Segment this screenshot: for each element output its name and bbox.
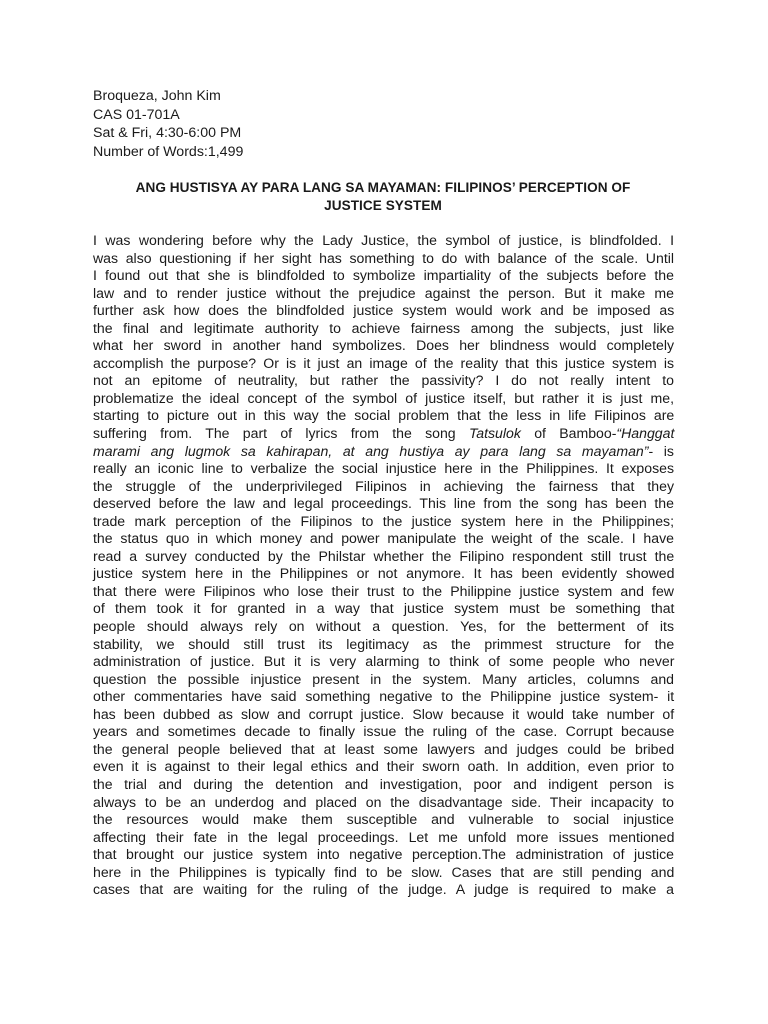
- body-line: stability, we should still trust its legitimacy as the primmest structure for the: [93, 635, 675, 652]
- body-line: the status quo in which money and power manipulate the weight of the scale. I have: [93, 530, 674, 547]
- body-line: people should always rely on without a question. Yes, for the betterment of its: [93, 618, 674, 635]
- body-line: [93, 425, 674, 443]
- song-title: Tatsulok: [468, 425, 521, 442]
- body-line: was also questioning if her sight has something to do with balance of the scale. Until: [93, 249, 674, 266]
- essay-body: [93, 232, 674, 899]
- body-line: that there were Filipinos who lose their trust to the Philippine justice system and few: [93, 582, 674, 599]
- lyric-quote: marami ang lugmok sa kahirapan, at ang hustiya ay para lang sa mayaman”: [93, 442, 649, 459]
- body-line: further ask how does the blindfolded justice system would work and be imposed as: [93, 302, 675, 319]
- body-line: the trial and during the detention and investigation, poor and indigent person is: [93, 775, 674, 792]
- essay-title: [88, 179, 678, 216]
- body-line: [93, 443, 674, 461]
- body-line: not an epitome of neutrality, but rather the passivity? I do not really intent to: [93, 372, 675, 389]
- class-schedule: Sat & Fri, 4:30-6:00 PM: [93, 125, 242, 142]
- essay-title-line-2: JUSTICE SYSTEM: [324, 198, 442, 214]
- body-line: administration of justice. But it is very alarming to think of some people who never: [93, 653, 675, 670]
- essay-title-line-1: ANG HUSTISYA AY PARA LANG SA MAYAMAN: FILIPINOS’ PERCEPTION OF: [135, 180, 631, 195]
- body-line: I was wondering before why the Lady Justice, the symbol of justice, is blindfolded. I: [93, 232, 674, 248]
- body-line: has been dubbed as slow and corrupt justice. Slow because it would take number of: [93, 705, 675, 722]
- body-line: read a survey conducted by the Philstar whether the Filipino respondent still trust the: [93, 547, 675, 564]
- body-text-run: - is: [648, 442, 674, 459]
- body-line: trade mark perception of the Filipinos to the justice system here in the Philippines;: [93, 512, 674, 529]
- body-line: that brought our justice system into negative perception.The administration of justice: [93, 846, 674, 863]
- body-line: really an iconic line to verbalize the social injustice here in the Philippines. It exposes: [93, 460, 675, 477]
- body-line: the general people believed that at least some lawyers and judges could be bribed: [93, 740, 675, 757]
- body-line: question the possible injustice present in the system. Many articles, columns and: [93, 670, 674, 687]
- body-line: problematize the ideal concept of the symbol of justice itself, but rather it is just me,: [93, 389, 674, 406]
- body-line: here in the Philippines is typically find to be slow. Cases that are still pending and: [93, 863, 675, 880]
- body-line: what her sword in another hand symbolizes. Does her blindness would completely: [93, 337, 674, 354]
- lyric-quote-start: “Hanggat: [616, 425, 675, 442]
- body-line: other commentaries have said something negative to the Philippine justice system- it: [93, 688, 675, 705]
- body-line: affecting their fate in the legal proceedings. Let me unfold more issues mentioned: [93, 828, 675, 845]
- course-code: CAS 01-701A: [93, 106, 180, 123]
- body-line: the resources would make them susceptible and vulnerable to social injustice: [93, 811, 675, 828]
- body-text-run: suffering from. The part of lyrics from the song: [93, 425, 469, 442]
- body-line: accomplish the purpose? Or is it just an image of the reality that this justice system is: [93, 354, 674, 371]
- body-line: law and to render justice without the prejudice against the person. But it make me: [93, 284, 674, 301]
- body-line: even it is against to their legal ethics and their sworn oath. In addition, even prior to: [93, 758, 675, 775]
- body-line: starting to picture out in this way the social problem that the less in life Filipinos are: [93, 407, 675, 424]
- body-line: the final and legitimate authority to achieve fairness among the subjects, just like: [93, 319, 675, 336]
- body-line: the struggle of the underprivileged Filipinos in achieving the fairness that they: [93, 477, 674, 494]
- document-header: [93, 87, 243, 161]
- body-line: I found out that she is blindfolded to symbolize impartiality of the subjects before the: [93, 267, 674, 284]
- body-line: of them took it for granted in a way that justice system must be something that: [93, 600, 675, 617]
- body-line: justice system here in the Philippines or not anymore. It has been evidently showed: [93, 565, 675, 582]
- word-count: Number of Words:1,499: [93, 143, 244, 160]
- author-name: Broqueza, John Kim: [93, 88, 221, 104]
- body-line: always to be an underdog and placed on the disadvantage side. Their incapacity to: [93, 793, 674, 810]
- body-line: cases that are waiting for the ruling of the judge. A judge is required to make a: [93, 881, 674, 898]
- body-line: deserved before the law and legal proceedings. This line from the song has been the: [93, 495, 674, 512]
- body-line: years and sometimes decade to finally issue the ruling of the case. Corrupt because: [93, 723, 675, 740]
- body-text-run: of Bamboo-: [520, 425, 617, 442]
